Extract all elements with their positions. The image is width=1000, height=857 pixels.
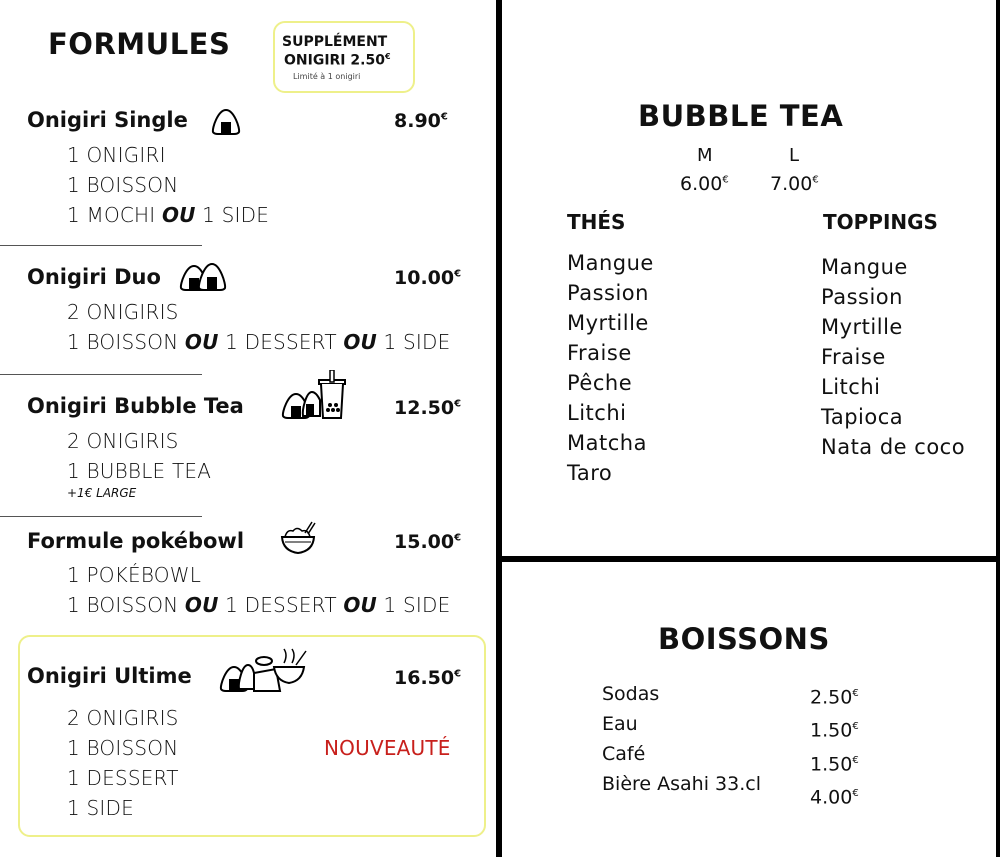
supplement-line2: ONIGIRI 2.50€ [284,52,391,69]
item-line: 1 BOISSON [67,173,179,197]
item-line: 1 SIDE [67,796,134,820]
the-item: Pêche [567,371,633,395]
drink-name: Sodas [602,683,660,705]
topping-item: Fraise [821,345,886,369]
topping-item: Litchi [821,375,881,399]
section-divider [0,516,202,517]
item-title: Onigiri Duo [27,265,161,289]
thes-title: THÉS [567,210,626,234]
thes-list [567,248,654,488]
two-onigiri-icon [178,262,230,292]
item-line: 1 BUBBLE TEA [67,459,212,483]
item-price: 8.90€ [394,110,448,132]
item-line: 1 DESSERT [67,766,179,790]
item-price: 16.50€ [394,667,462,689]
toppings-title: TOPPINGS [823,210,938,234]
pokebowl-icon [279,521,317,555]
horizontal-divider [500,556,1000,562]
drink-price: 1.50€ [810,719,859,742]
drinks-prices [810,679,859,812]
item-line: 1 ONIGIRI [67,143,166,167]
the-item: Passion [567,281,649,305]
topping-item: Nata de coco [821,435,966,459]
item-line: 1 BOISSON OU 1 DESSERT OU 1 SIDE [67,593,451,617]
drink-name: Bière Asahi 33.cl [602,773,761,795]
item-line: 1 POKÉBOWL [67,563,202,587]
item-title: Onigiri Single [27,108,188,132]
supplement-line1: SUPPLÉMENT [282,34,388,50]
item-title: Formule pokébowl [27,529,245,553]
the-item: Mangue [567,251,654,275]
onigiri-bubble-tea-icon [276,370,348,422]
formules-title: FORMULES [48,27,231,61]
supplement-note: Limité à 1 onigiri [293,72,361,81]
drink-price: 1.50€ [810,752,859,775]
section-divider [0,374,202,375]
toppings-list [821,252,965,462]
item-line: 1 BOISSON [67,736,179,760]
size-label: M [697,145,713,166]
item-line: 2 ONIGIRIS [67,429,179,453]
item-title: Onigiri Ultime [27,664,192,688]
topping-item: Mangue [821,255,908,279]
item-line: 2 ONIGIRIS [67,706,179,730]
size-price: 7.00€ [770,173,819,195]
boissons-title: BOISSONS [658,622,830,656]
item-price: 12.50€ [394,397,462,419]
the-item: Fraise [567,341,632,365]
size-price: 6.00€ [680,173,729,195]
topping-item: Passion [821,285,903,309]
drink-name: Eau [602,713,638,735]
item-title: Onigiri Bubble Tea [27,394,244,418]
the-item: Litchi [567,401,627,425]
section-divider [0,245,202,246]
topping-item: Tapioca [821,405,904,429]
new-badge: NOUVEAUTÉ [324,736,451,760]
the-item: Taro [567,461,613,485]
item-line: 2 ONIGIRIS [67,300,179,324]
drink-price: 2.50€ [810,686,859,709]
item-price: 15.00€ [394,531,462,553]
bubble-tea-title: BUBBLE TEA [638,99,844,133]
drink-name: Café [602,743,646,765]
size-label: L [789,145,800,166]
item-line: 1 BOISSON OU 1 DESSERT OU 1 SIDE [67,330,451,354]
item-price: 10.00€ [394,267,462,289]
right-border [996,0,1000,857]
the-item: Myrtille [567,311,649,335]
onigiri-icon [210,108,242,136]
item-note: +1€ LARGE [67,486,137,500]
the-item: Matcha [567,431,647,455]
drink-price: 4.00€ [810,786,859,809]
topping-item: Myrtille [821,315,903,339]
item-line: 1 MOCHI OU 1 SIDE [67,203,270,227]
onigiri-ultime-icon [218,645,308,695]
vertical-divider [496,0,502,857]
drinks-names [602,679,761,799]
